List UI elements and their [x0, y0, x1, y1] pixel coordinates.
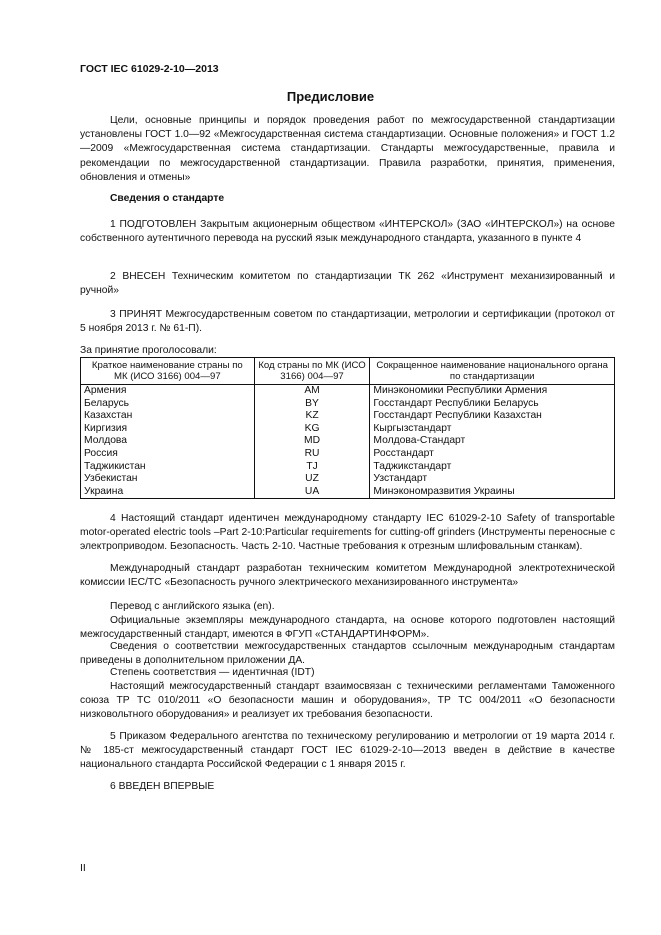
table-row [81, 473, 615, 486]
item-1: 1 ПОДГОТОВЛЕН Закрытым акционерным обществом «ИНТЕРСКОЛ» (ЗАО «ИНТЕРСКОЛ») на основе собственного аутентичного перевода на русский язык международного стандарта, указанного в пункте 4 [80, 219, 615, 245]
item-3: 3 ПРИНЯТ Межгосударственным советом по стандартизации, метрологии и сертификации (протокол от 5 ноября 2013 г. № 61-П). [80, 309, 615, 335]
table-cell-country: Украина [81, 486, 255, 499]
table-cell-agency: Госстандарт Республики Беларусь [370, 398, 615, 411]
table-row [81, 423, 615, 436]
section-heading: Сведения о стандарте [110, 193, 225, 204]
table-row [81, 410, 615, 423]
table-cell-agency: Минэкономики Республики Армения [370, 385, 615, 398]
table-cell-agency: Молдова-Стандарт [370, 435, 615, 448]
page-number: II [80, 862, 86, 874]
table-cell-agency: Узстандарт [370, 473, 615, 486]
document-header: ГОСТ IEC 61029-2-10—2013 [80, 63, 219, 75]
table-header-row [81, 358, 615, 385]
table-cell-code: KG [254, 423, 370, 436]
paragraph-related: Настоящий межгосударственный стандарт взаимосвязан с техническими регламентами Таможенного союза ТР ТС 010/2011 «О безопасности машин и оборудования», ТР ТС 004/2011 «О безопасности низковольтного оборудования» и реализует их требования безопасности. [80, 681, 615, 721]
table-cell-code: BY [254, 398, 370, 411]
intro-paragraph: Цели, основные принципы и порядок проведения работ по межгосударственной стандартизации установлены ГОСТ 1.0—92 «Межгосударственная система стандартизации. Основные положения» и ГОСТ 1.2—2009 «Межгосударственная система стандартизации. Стандарты межгосударственные, правила и рекомендации по межгосударственной стандартизации. Правила разработки, принятия, применения, обновления и отмены» [80, 115, 615, 183]
paragraph-translation: Перевод с английского языка (en). [110, 601, 275, 612]
table-cell-agency: Росстандарт [370, 448, 615, 461]
table-header-code: Код страны по МК (ИСО 3166) 004—97 [254, 358, 370, 385]
table-cell-code: MD [254, 435, 370, 448]
table-cell-country: Казахстан [81, 410, 255, 423]
page-title: Предисловие [286, 89, 375, 104]
item-4: 4 Настоящий стандарт идентичен международному стандарту IEC 61029-2-10 Safety of transportable motor-operated electric tools –Part 2-10:Particular requirements for cutting-off grinders (Инструменты переносные с электроприводом. Безопасность. Часть 2-10. Частные требования к отрезным шлифовальным станкам). [80, 513, 615, 553]
table-cell-country: Беларусь [81, 398, 255, 411]
table-row [81, 435, 615, 448]
paragraph-developed: Международный стандарт разработан техническим комитетом Международной электротехнической комиссии IEC/TC «Безопасность ручного электрического механизированного инструмента» [80, 563, 615, 589]
table-cell-code: KZ [254, 410, 370, 423]
table-row [81, 398, 615, 411]
table-cell-country: Таджикистан [81, 461, 255, 474]
table-cell-country: Армения [81, 385, 255, 398]
table-header-country: Краткое наименование страны по МК (ИСО 3166) 004—97 [81, 358, 255, 385]
table-cell-country: Киргизия [81, 423, 255, 436]
table-row [81, 448, 615, 461]
table-cell-code: TJ [254, 461, 370, 474]
table-cell-country: Узбекистан [81, 473, 255, 486]
item-5: 5 Приказом Федерального агентства по техническому регулированию и метрологии от 19 марта 2014 г. № 185-ст межгосударственный стандарт ГОСТ IEC 61029-2-10—2013 введен в действие в качестве национального стандарта Российской Федерации с 1 января 2015 г. [80, 731, 615, 771]
table-cell-code: UZ [254, 473, 370, 486]
table-row [81, 461, 615, 474]
item-2: 2 ВНЕСЕН Техническим комитетом по стандартизации ТК 262 «Инструмент механизированный и ручной» [80, 271, 615, 297]
table-cell-country: Россия [81, 448, 255, 461]
item-6: 6 ВВЕДЕН ВПЕРВЫЕ [110, 781, 215, 792]
table-cell-agency: Минэкономразвития Украины [370, 486, 615, 499]
table-cell-agency: Госстандарт Республики Казахстан [370, 410, 615, 423]
table-cell-code: UA [254, 486, 370, 499]
table-cell-code: RU [254, 448, 370, 461]
table-cell-code: AM [254, 385, 370, 398]
table-cell-country: Молдова [81, 435, 255, 448]
voted-label: За принятие проголосовали: [80, 345, 217, 356]
table-row [81, 486, 615, 499]
voting-table [80, 357, 615, 499]
table-row [81, 385, 615, 398]
table-cell-agency: Кыргызстандарт [370, 423, 615, 436]
paragraph-degree: Степень соответствия — идентичная (IDT) [110, 667, 315, 678]
table-cell-agency: Таджикстандарт [370, 461, 615, 474]
paragraph-copies: Официальные экземпляры международного стандарта, на основе которого подготовлен настоящий межгосударственный стандарт, имеются в ФГУП «СТАНДАРТИНФОРМ». [80, 615, 615, 641]
paragraph-info: Сведения о соответствии межгосударственных стандартов ссылочным международным стандартам приведены в дополнительном приложении ДА. [80, 641, 615, 667]
table-header-agency: Сокращенное наименование национального органа по стандартизации [370, 358, 615, 385]
